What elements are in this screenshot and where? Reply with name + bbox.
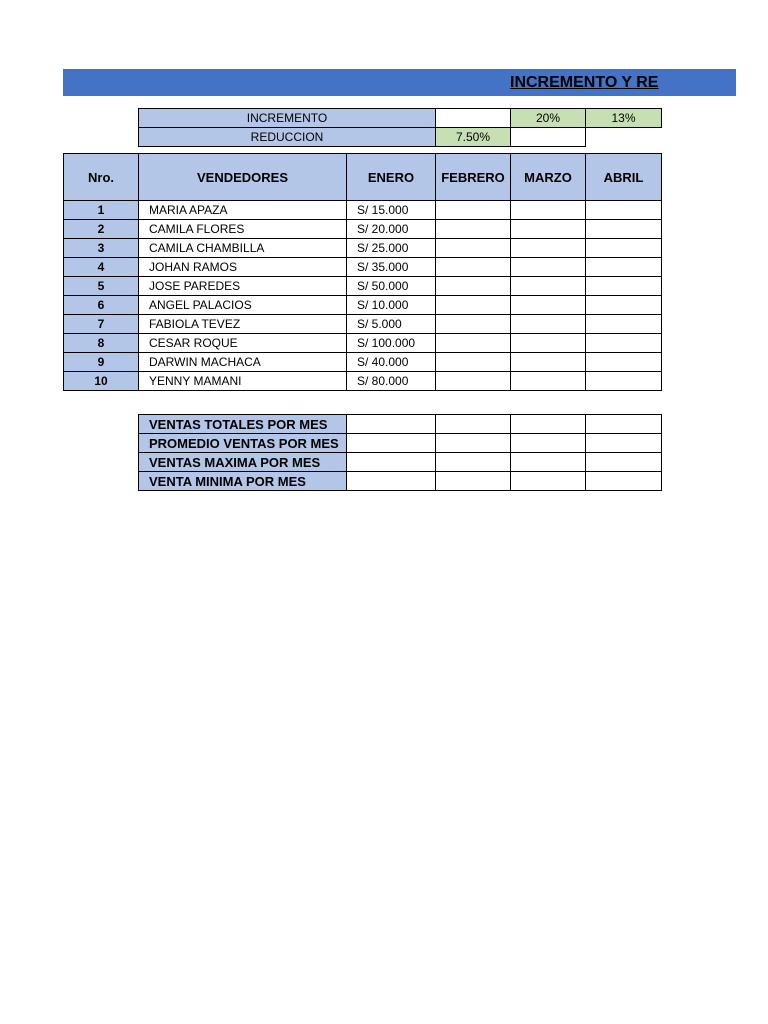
reduction-label[interactable]: REDUCCION [139,128,436,147]
summary-row [139,472,662,491]
increment-cell-enero[interactable] [436,109,511,128]
summary-abril[interactable] [586,434,662,453]
summary-label[interactable]: VENTA MINIMA POR MES [139,472,347,491]
row-enero[interactable]: S/ 80.000 [347,372,436,391]
table-row [64,372,662,391]
row-marzo[interactable] [511,315,586,334]
table-row [64,334,662,353]
table-row [64,296,662,315]
header-row [64,154,662,201]
row-marzo[interactable] [511,239,586,258]
row-vendedor[interactable]: JOHAN RAMOS [139,258,347,277]
row-nro[interactable]: 1 [64,201,139,220]
summary-enero[interactable] [347,415,436,434]
sales-table [63,153,662,391]
summary-marzo[interactable] [511,453,586,472]
row-abril[interactable] [586,239,662,258]
summary-label[interactable]: VENTAS MAXIMA POR MES [139,453,347,472]
row-febrero[interactable] [436,372,511,391]
row-marzo[interactable] [511,372,586,391]
row-nro[interactable]: 9 [64,353,139,372]
row-vendedor[interactable]: DARWIN MACHACA [139,353,347,372]
summary-abril[interactable] [586,415,662,434]
summary-row [139,434,662,453]
row-vendedor[interactable]: YENNY MAMANI [139,372,347,391]
table-row [64,353,662,372]
row-marzo[interactable] [511,353,586,372]
parameters-table [138,108,662,147]
summary-enero[interactable] [347,453,436,472]
row-abril[interactable] [586,334,662,353]
table-row [64,277,662,296]
row-febrero[interactable] [436,258,511,277]
reduction-empty [586,128,662,147]
row-nro[interactable]: 4 [64,258,139,277]
row-febrero[interactable] [436,315,511,334]
table-row [64,258,662,277]
sheet-title: INCREMENTO Y RE [510,74,659,91]
header-nro[interactable]: Nro. [64,154,139,201]
header-febrero[interactable]: FEBRERO [436,154,511,201]
row-abril[interactable] [586,353,662,372]
row-febrero[interactable] [436,296,511,315]
summary-marzo[interactable] [511,472,586,491]
reduction-cell-febrero[interactable] [511,128,586,147]
summary-label[interactable]: PROMEDIO VENTAS POR MES [139,434,347,453]
row-nro[interactable]: 8 [64,334,139,353]
row-enero[interactable]: S/ 10.000 [347,296,436,315]
row-abril[interactable] [586,296,662,315]
row-enero[interactable]: S/ 20.000 [347,220,436,239]
row-abril[interactable] [586,372,662,391]
row-febrero[interactable] [436,220,511,239]
increment-row [139,109,662,128]
row-nro[interactable]: 5 [64,277,139,296]
row-enero[interactable]: S/ 40.000 [347,353,436,372]
row-abril[interactable] [586,277,662,296]
row-febrero[interactable] [436,201,511,220]
row-enero[interactable]: S/ 5.000 [347,315,436,334]
summary-febrero[interactable] [436,472,511,491]
row-vendedor[interactable]: JOSE PAREDES [139,277,347,296]
row-vendedor[interactable]: FABIOLA TEVEZ [139,315,347,334]
summary-abril[interactable] [586,453,662,472]
row-febrero[interactable] [436,239,511,258]
row-enero[interactable]: S/ 25.000 [347,239,436,258]
increment-cell-febrero[interactable]: 20% [511,109,586,128]
row-nro[interactable]: 3 [64,239,139,258]
row-nro[interactable]: 7 [64,315,139,334]
row-febrero[interactable] [436,277,511,296]
summary-enero[interactable] [347,434,436,453]
summary-enero[interactable] [347,472,436,491]
summary-marzo[interactable] [511,415,586,434]
row-marzo[interactable] [511,334,586,353]
increment-label[interactable]: INCREMENTO [139,109,436,128]
header-marzo[interactable]: MARZO [511,154,586,201]
row-marzo[interactable] [511,296,586,315]
row-febrero[interactable] [436,353,511,372]
header-enero[interactable]: ENERO [347,154,436,201]
row-vendedor[interactable]: CESAR ROQUE [139,334,347,353]
row-enero[interactable]: S/ 50.000 [347,277,436,296]
row-nro[interactable]: 10 [64,372,139,391]
summary-febrero[interactable] [436,434,511,453]
row-vendedor[interactable]: CAMILA CHAMBILLA [139,239,347,258]
summary-abril[interactable] [586,472,662,491]
reduction-row [139,128,662,147]
row-febrero[interactable] [436,334,511,353]
row-enero[interactable]: S/ 35.000 [347,258,436,277]
summary-row [139,453,662,472]
row-nro[interactable]: 2 [64,220,139,239]
table-row [64,220,662,239]
row-marzo[interactable] [511,201,586,220]
table-row [64,315,662,334]
table-row [64,239,662,258]
reduction-cell-enero[interactable]: 7.50% [436,128,511,147]
summary-row [139,415,662,434]
header-vendedores[interactable]: VENDEDORES [139,154,347,201]
row-abril[interactable] [586,220,662,239]
summary-table [138,414,662,491]
row-enero[interactable]: S/ 15.000 [347,201,436,220]
row-marzo[interactable] [511,277,586,296]
table-row [64,201,662,220]
summary-febrero[interactable] [436,453,511,472]
row-abril[interactable] [586,201,662,220]
row-marzo[interactable] [511,220,586,239]
title-bar [63,69,736,96]
row-marzo[interactable] [511,258,586,277]
summary-label[interactable]: VENTAS TOTALES POR MES [139,415,347,434]
summary-body [139,415,662,491]
sales-body [64,201,662,391]
row-abril[interactable] [586,315,662,334]
row-vendedor[interactable]: CAMILA FLORES [139,220,347,239]
row-abril[interactable] [586,258,662,277]
summary-febrero[interactable] [436,415,511,434]
summary-marzo[interactable] [511,434,586,453]
header-abril[interactable]: ABRIL [586,154,662,201]
row-vendedor[interactable]: MARIA APAZA [139,201,347,220]
row-enero[interactable]: S/ 100.000 [347,334,436,353]
row-vendedor[interactable]: ANGEL PALACIOS [139,296,347,315]
row-nro[interactable]: 6 [64,296,139,315]
increment-cell-marzo[interactable]: 13% [586,109,662,128]
